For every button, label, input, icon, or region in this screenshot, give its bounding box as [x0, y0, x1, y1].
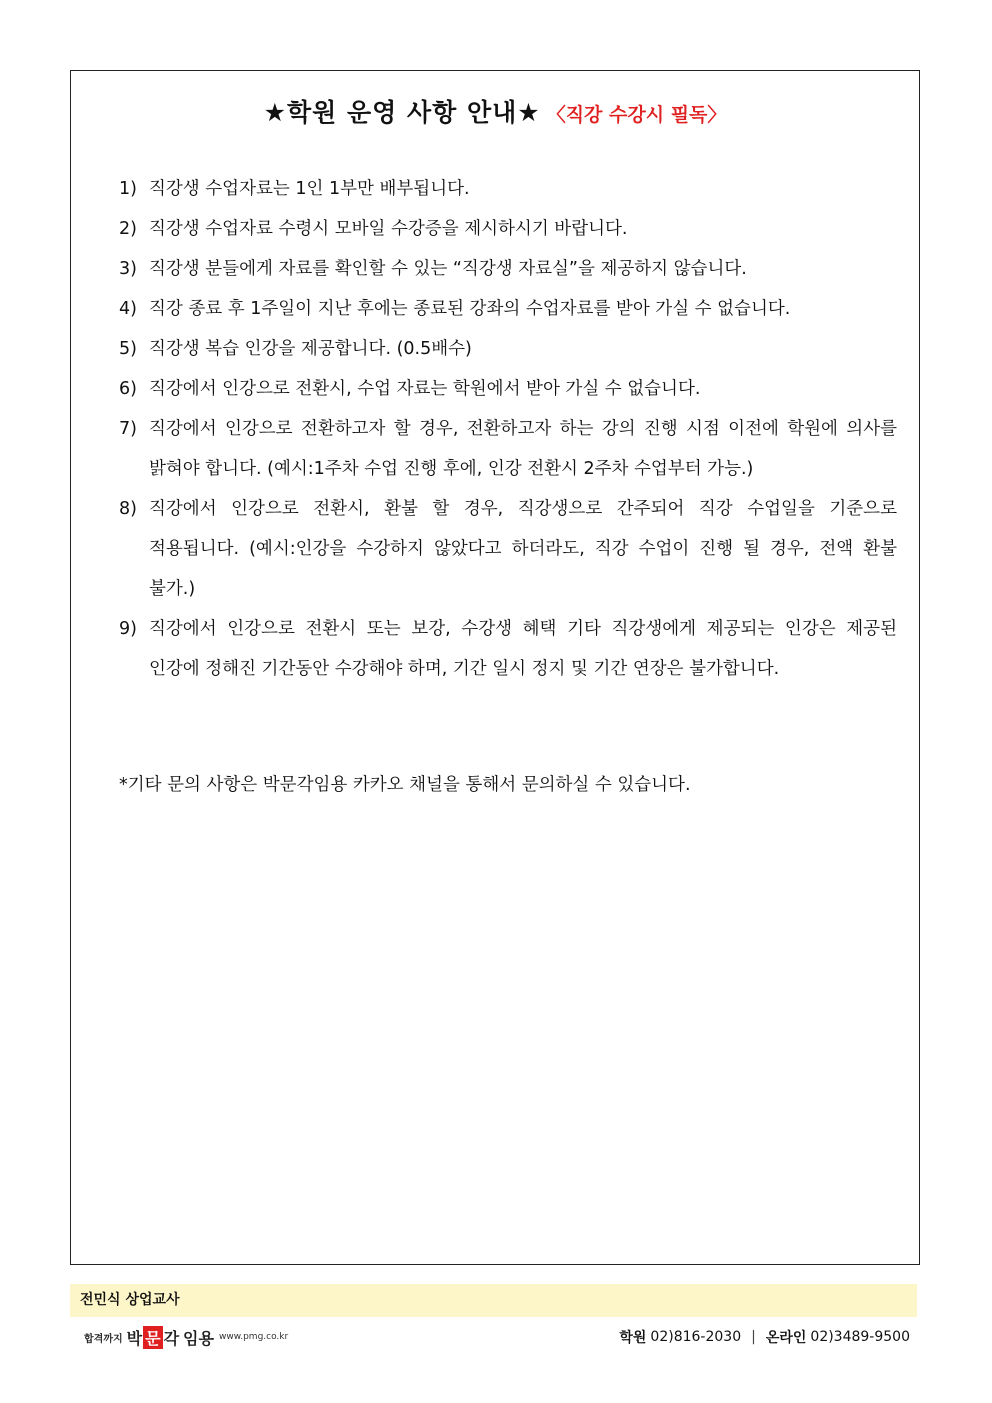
item-number: 8) — [119, 499, 137, 519]
title-sub: 〈직강 수강시 필독〉 — [546, 104, 727, 126]
notice-frame — [70, 70, 920, 1265]
separator: | — [751, 1329, 756, 1345]
brand-logo — [84, 1326, 288, 1348]
contact-phones — [619, 1326, 910, 1348]
item-number: 7) — [119, 419, 137, 439]
list-item — [119, 289, 897, 329]
item-number: 4) — [119, 299, 137, 319]
item-number: 2) — [119, 219, 137, 239]
instructor-bar — [70, 1284, 917, 1317]
item-text: 직강생 수업자료 수령시 모바일 수강증을 제시하시기 바랍니다. — [149, 219, 628, 239]
item-text: 직강에서 인강으로 전환하고자 할 경우, 전환하고자 하는 강의 진행 시점 이전에 학원에 의사를 밝혀야 합니다. (예시:1주차 수업 진행 후에, 인강 전환시 2주차 수업부터 가능.) — [149, 419, 897, 479]
item-number: 5) — [119, 339, 137, 359]
list-item — [119, 369, 897, 409]
list-item — [119, 489, 897, 609]
item-text: 직강 종료 후 1주일이 지난 후에는 종료된 강좌의 수업자료를 받아 가실 수 없습니다. — [149, 299, 791, 319]
notice-list — [119, 169, 897, 689]
item-number: 9) — [119, 619, 137, 639]
website-url: www.pmg.co.kr — [218, 1332, 289, 1342]
list-item — [119, 329, 897, 369]
item-number: 3) — [119, 259, 137, 279]
item-text: 직강에서 인강으로 전환시, 수업 자료는 학원에서 받아 가실 수 없습니다. — [149, 379, 701, 399]
logo-part: 임용 — [183, 1328, 214, 1348]
list-item — [119, 169, 897, 209]
item-text: 직강생 복습 인강을 제공합니다. (0.5배수) — [149, 339, 472, 359]
page-title — [71, 93, 919, 129]
contact-note: *기타 문의 사항은 박문각임용 카카오 채널을 통해서 문의하실 수 있습니다. — [119, 775, 691, 795]
academy-label: 학원 — [619, 1330, 647, 1346]
list-item — [119, 209, 897, 249]
online-label: 온라인 — [765, 1330, 807, 1346]
brand-slogan: 합격까지 — [84, 1333, 123, 1345]
academy-phone: 02)816-2030 — [650, 1329, 742, 1345]
title-main: ★학원 운영 사항 안내★ — [263, 98, 541, 127]
logo-part: 박 — [126, 1328, 143, 1348]
item-text: 직강에서 인강으로 전환시, 환불 할 경우, 직강생으로 간주되어 직강 수업일을 기준으로 적용됩니다. (예시:인강을 수강하지 않았다고 하더라도, 직강 수업이 진행 될 경우, 전액 환불 불가.) — [149, 499, 897, 599]
online-phone: 02)3489-9500 — [810, 1329, 910, 1345]
list-item — [119, 609, 897, 689]
item-text: 직강에서 인강으로 전환시 또는 보강, 수강생 혜택 기타 직강생에게 제공되는 인강은 제공된 인강에 정해진 기간동안 수강해야 하며, 기간 일시 정지 및 기간 연장은 불가합니다. — [149, 619, 897, 679]
instructor-name: 전민식 상업교사 — [80, 1292, 180, 1308]
logo-part: 각 — [163, 1328, 180, 1348]
logo-wordmark — [127, 1326, 214, 1349]
item-text: 직강생 수업자료는 1인 1부만 배부됩니다. — [149, 179, 470, 199]
item-number: 1) — [119, 179, 137, 199]
list-item — [119, 249, 897, 289]
item-text: 직강생 분들에게 자료를 확인할 수 있는 “직강생 자료실”을 제공하지 않습니다. — [149, 259, 747, 279]
item-number: 6) — [119, 379, 137, 399]
logo-part-highlight: 문 — [143, 1326, 162, 1349]
list-item — [119, 409, 897, 489]
